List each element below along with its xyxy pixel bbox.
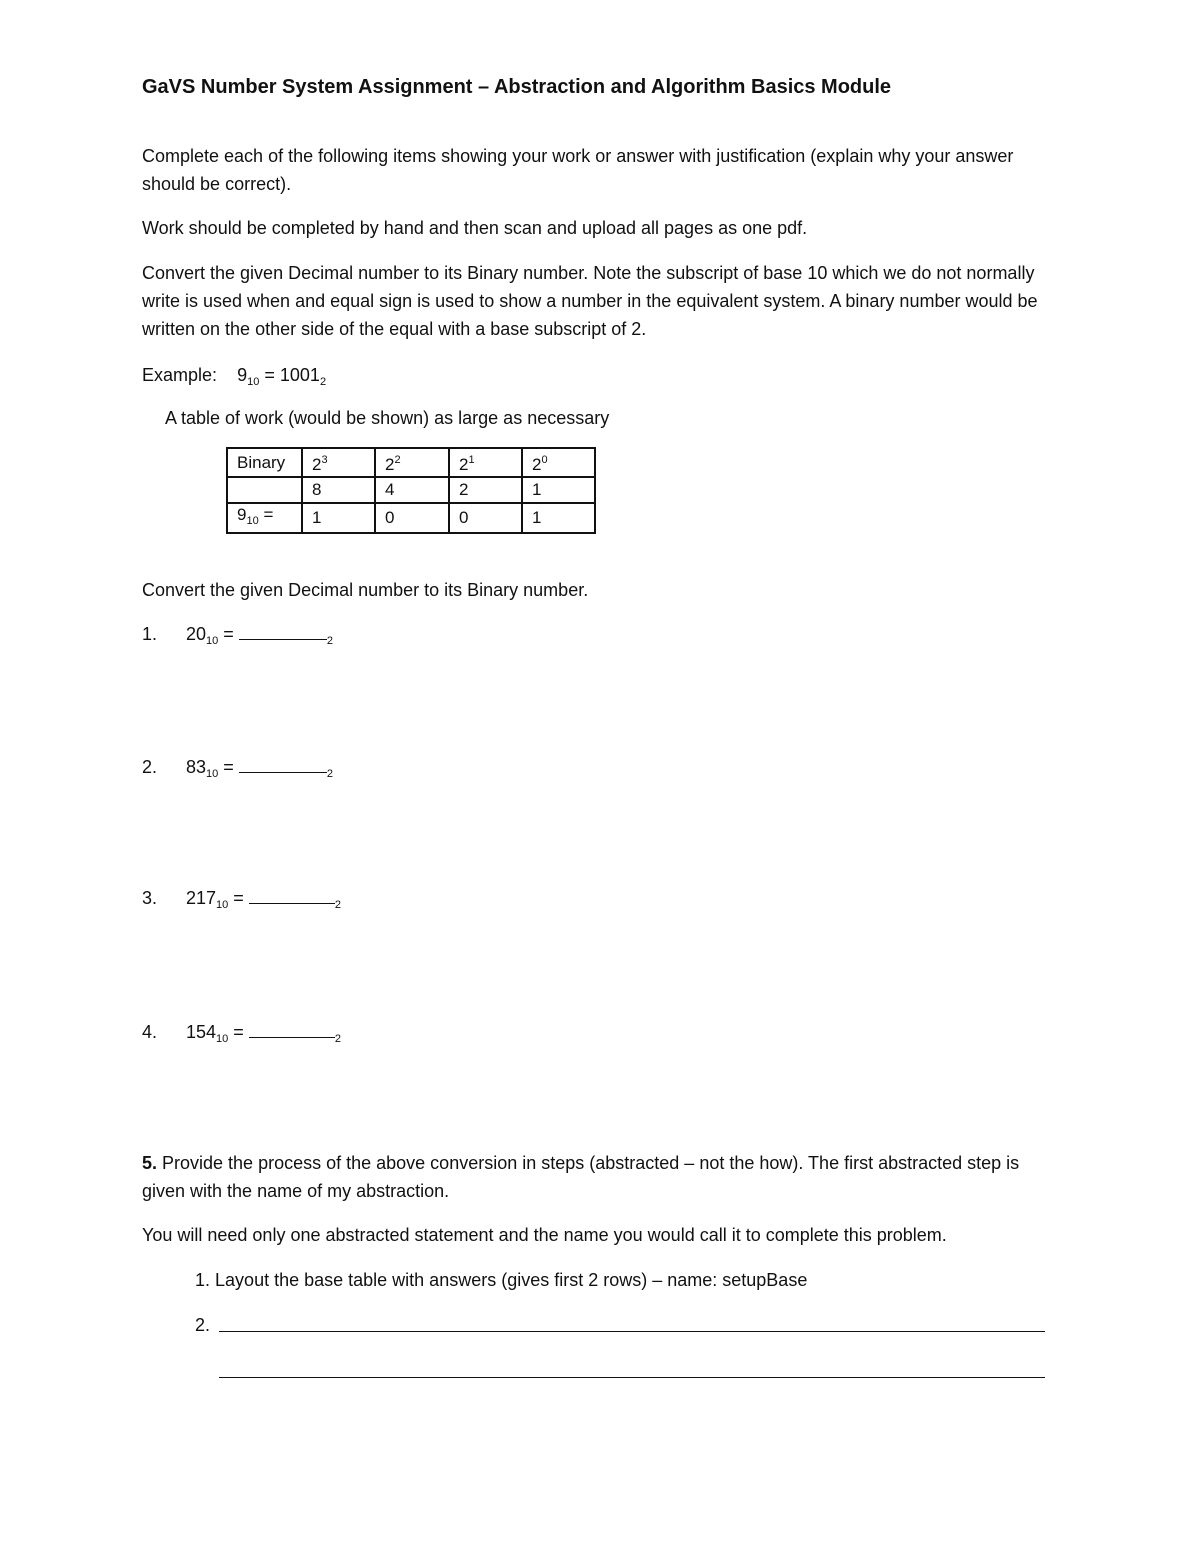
- table-cell: 1: [302, 503, 375, 533]
- page-title: GaVS Number System Assignment – Abstraction and Algorithm Basics Module: [142, 76, 892, 98]
- question-5-note: You will need only one abstracted statement and the name you would call it to complete this problem.: [142, 1225, 947, 1245]
- table-cell: 8: [302, 477, 375, 503]
- upload-instructions: Work should be completed by hand and then scan and upload all pages as one pdf.: [142, 218, 808, 238]
- example-result: 1001: [279, 365, 320, 385]
- table-cell: Binary: [227, 448, 302, 477]
- question-5: [142, 1149, 1062, 1205]
- table-row: [227, 448, 595, 477]
- table-row: [227, 477, 595, 503]
- table-cell: $2^3$: [302, 448, 375, 477]
- step-text: Layout the base table with answers (gives first 2 rows) – name: setupBase: [215, 1270, 808, 1290]
- question-number: 3.: [142, 888, 158, 908]
- example-line: [142, 361, 326, 396]
- table-cell: $2^1$: [449, 448, 522, 477]
- example-equals: =: [264, 365, 275, 385]
- answer-blank[interactable]: [249, 1020, 335, 1038]
- example-value-base: 10: [247, 376, 260, 388]
- conversion-explanation: Convert the given Decimal number to its Binary number. Note the subscript of base 10 which we do not normally write is used when and equal sign is used to show a number in the equivalent system. A binary number would be written on the other side of the equal with a base subscript of 2.: [142, 263, 1038, 339]
- table-cell: [227, 477, 302, 503]
- answer-blank[interactable]: [249, 886, 335, 904]
- question-number: 4.: [142, 1022, 158, 1042]
- question-number: 2.: [142, 757, 158, 777]
- example-value: 9: [237, 365, 248, 385]
- example-result-base: 2: [319, 376, 327, 388]
- table-cell: 4: [375, 477, 449, 503]
- example-label: Example:: [142, 365, 218, 385]
- instructions-paragraph: Complete each of the following items showing your work or answer with justification (explain why your answer should be correct).: [142, 146, 1014, 194]
- table-cell: $2^2$: [375, 448, 449, 477]
- answer-line[interactable]: [219, 1331, 1045, 1332]
- question-3: 3. $217_{10} = _2$: [142, 884, 341, 919]
- table-cell: 1: [522, 503, 595, 533]
- table-caption: A table of work (would be shown) as large as necessary: [165, 408, 610, 428]
- table-cell: $2^0$: [522, 448, 595, 477]
- table-cell: 2: [449, 477, 522, 503]
- table-cell: 1: [522, 477, 595, 503]
- table-cell: 0: [449, 503, 522, 533]
- table-cell: 0: [375, 503, 449, 533]
- question-number: 1.: [142, 624, 158, 644]
- question-1: 1. $20_{10} = _2$: [142, 620, 333, 655]
- question-2: 2. $83_{10} = _2$: [142, 753, 333, 788]
- answer-line[interactable]: [219, 1377, 1045, 1378]
- step-2-number: 2.: [195, 1315, 211, 1335]
- question-number: 5.: [142, 1153, 158, 1173]
- step-number: 1.: [195, 1270, 211, 1290]
- answer-blank[interactable]: [239, 755, 327, 773]
- example-work-table: [226, 447, 596, 534]
- answer-blank[interactable]: [239, 622, 327, 640]
- question-4: 4. $154_{10} = _2$: [142, 1018, 341, 1053]
- question-5-text: Provide the process of the above conversion in steps (abstracted – not the how). The first abstracted step is given with the name of my abstraction.: [142, 1153, 1020, 1201]
- table-cell: $9_{10}$ =: [227, 503, 302, 533]
- table-row: [227, 503, 595, 533]
- questions-heading: Convert the given Decimal number to its Binary number.: [142, 580, 589, 600]
- step-1: [195, 1266, 807, 1294]
